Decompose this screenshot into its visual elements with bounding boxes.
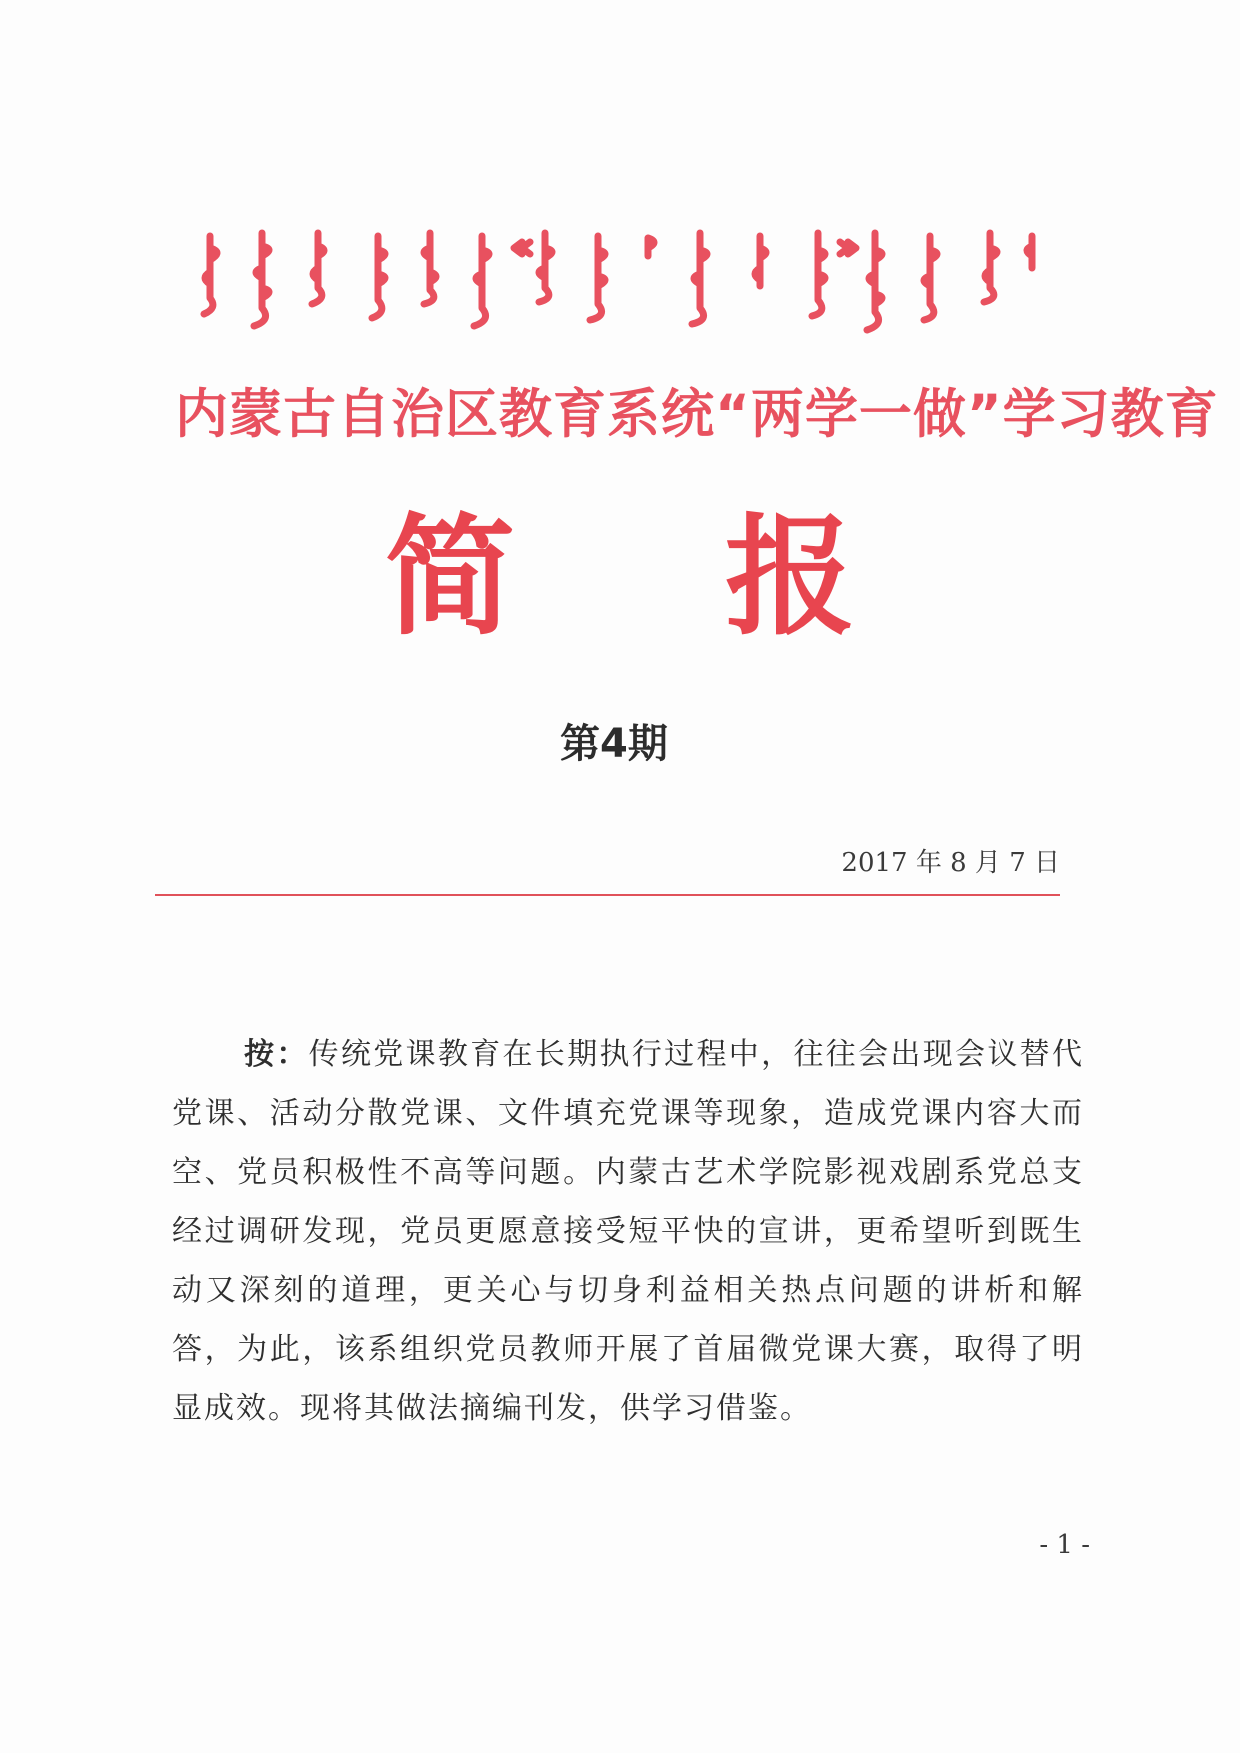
publication-date: 2017 年 8 月 7 日	[841, 848, 1060, 878]
page-number: - 1 -	[1039, 1530, 1090, 1560]
mongolian-script-header	[200, 228, 1040, 338]
newsletter-series-title: 内蒙古自治区教育系统“两学一做”学习教育	[175, 384, 1219, 445]
editor-note-lead: 按：	[244, 1037, 309, 1072]
issue-number: 第4期	[560, 721, 668, 767]
red-divider-rule	[155, 894, 1060, 896]
masthead-char-jian: 简	[385, 501, 516, 653]
newsletter-masthead	[385, 501, 855, 653]
mongolian-script-graphic	[200, 228, 1040, 338]
editor-note-paragraph	[172, 1025, 1084, 1438]
masthead-char-bao: 报	[724, 501, 855, 653]
editor-note	[172, 1025, 1084, 1438]
editor-note-text: 传统党课教育在长期执行过程中，往往会出现会议替代党课、活动分散党课、文件填充党课等现象，造成党课内容大而空、党员积极性不高等问题。内蒙古艺术学院影视戏剧系党总支经过调研发现，党员更愿意接受短平快的宣讲，更希望听到既生动又深刻的道理，更关心与切身利益相关热点问题的讲析和解答，为此，该系组织党员教师开展了首届微党课大赛，取得了明显成效。现将其做法摘编刊发，供学习借鉴。	[172, 1037, 1084, 1426]
